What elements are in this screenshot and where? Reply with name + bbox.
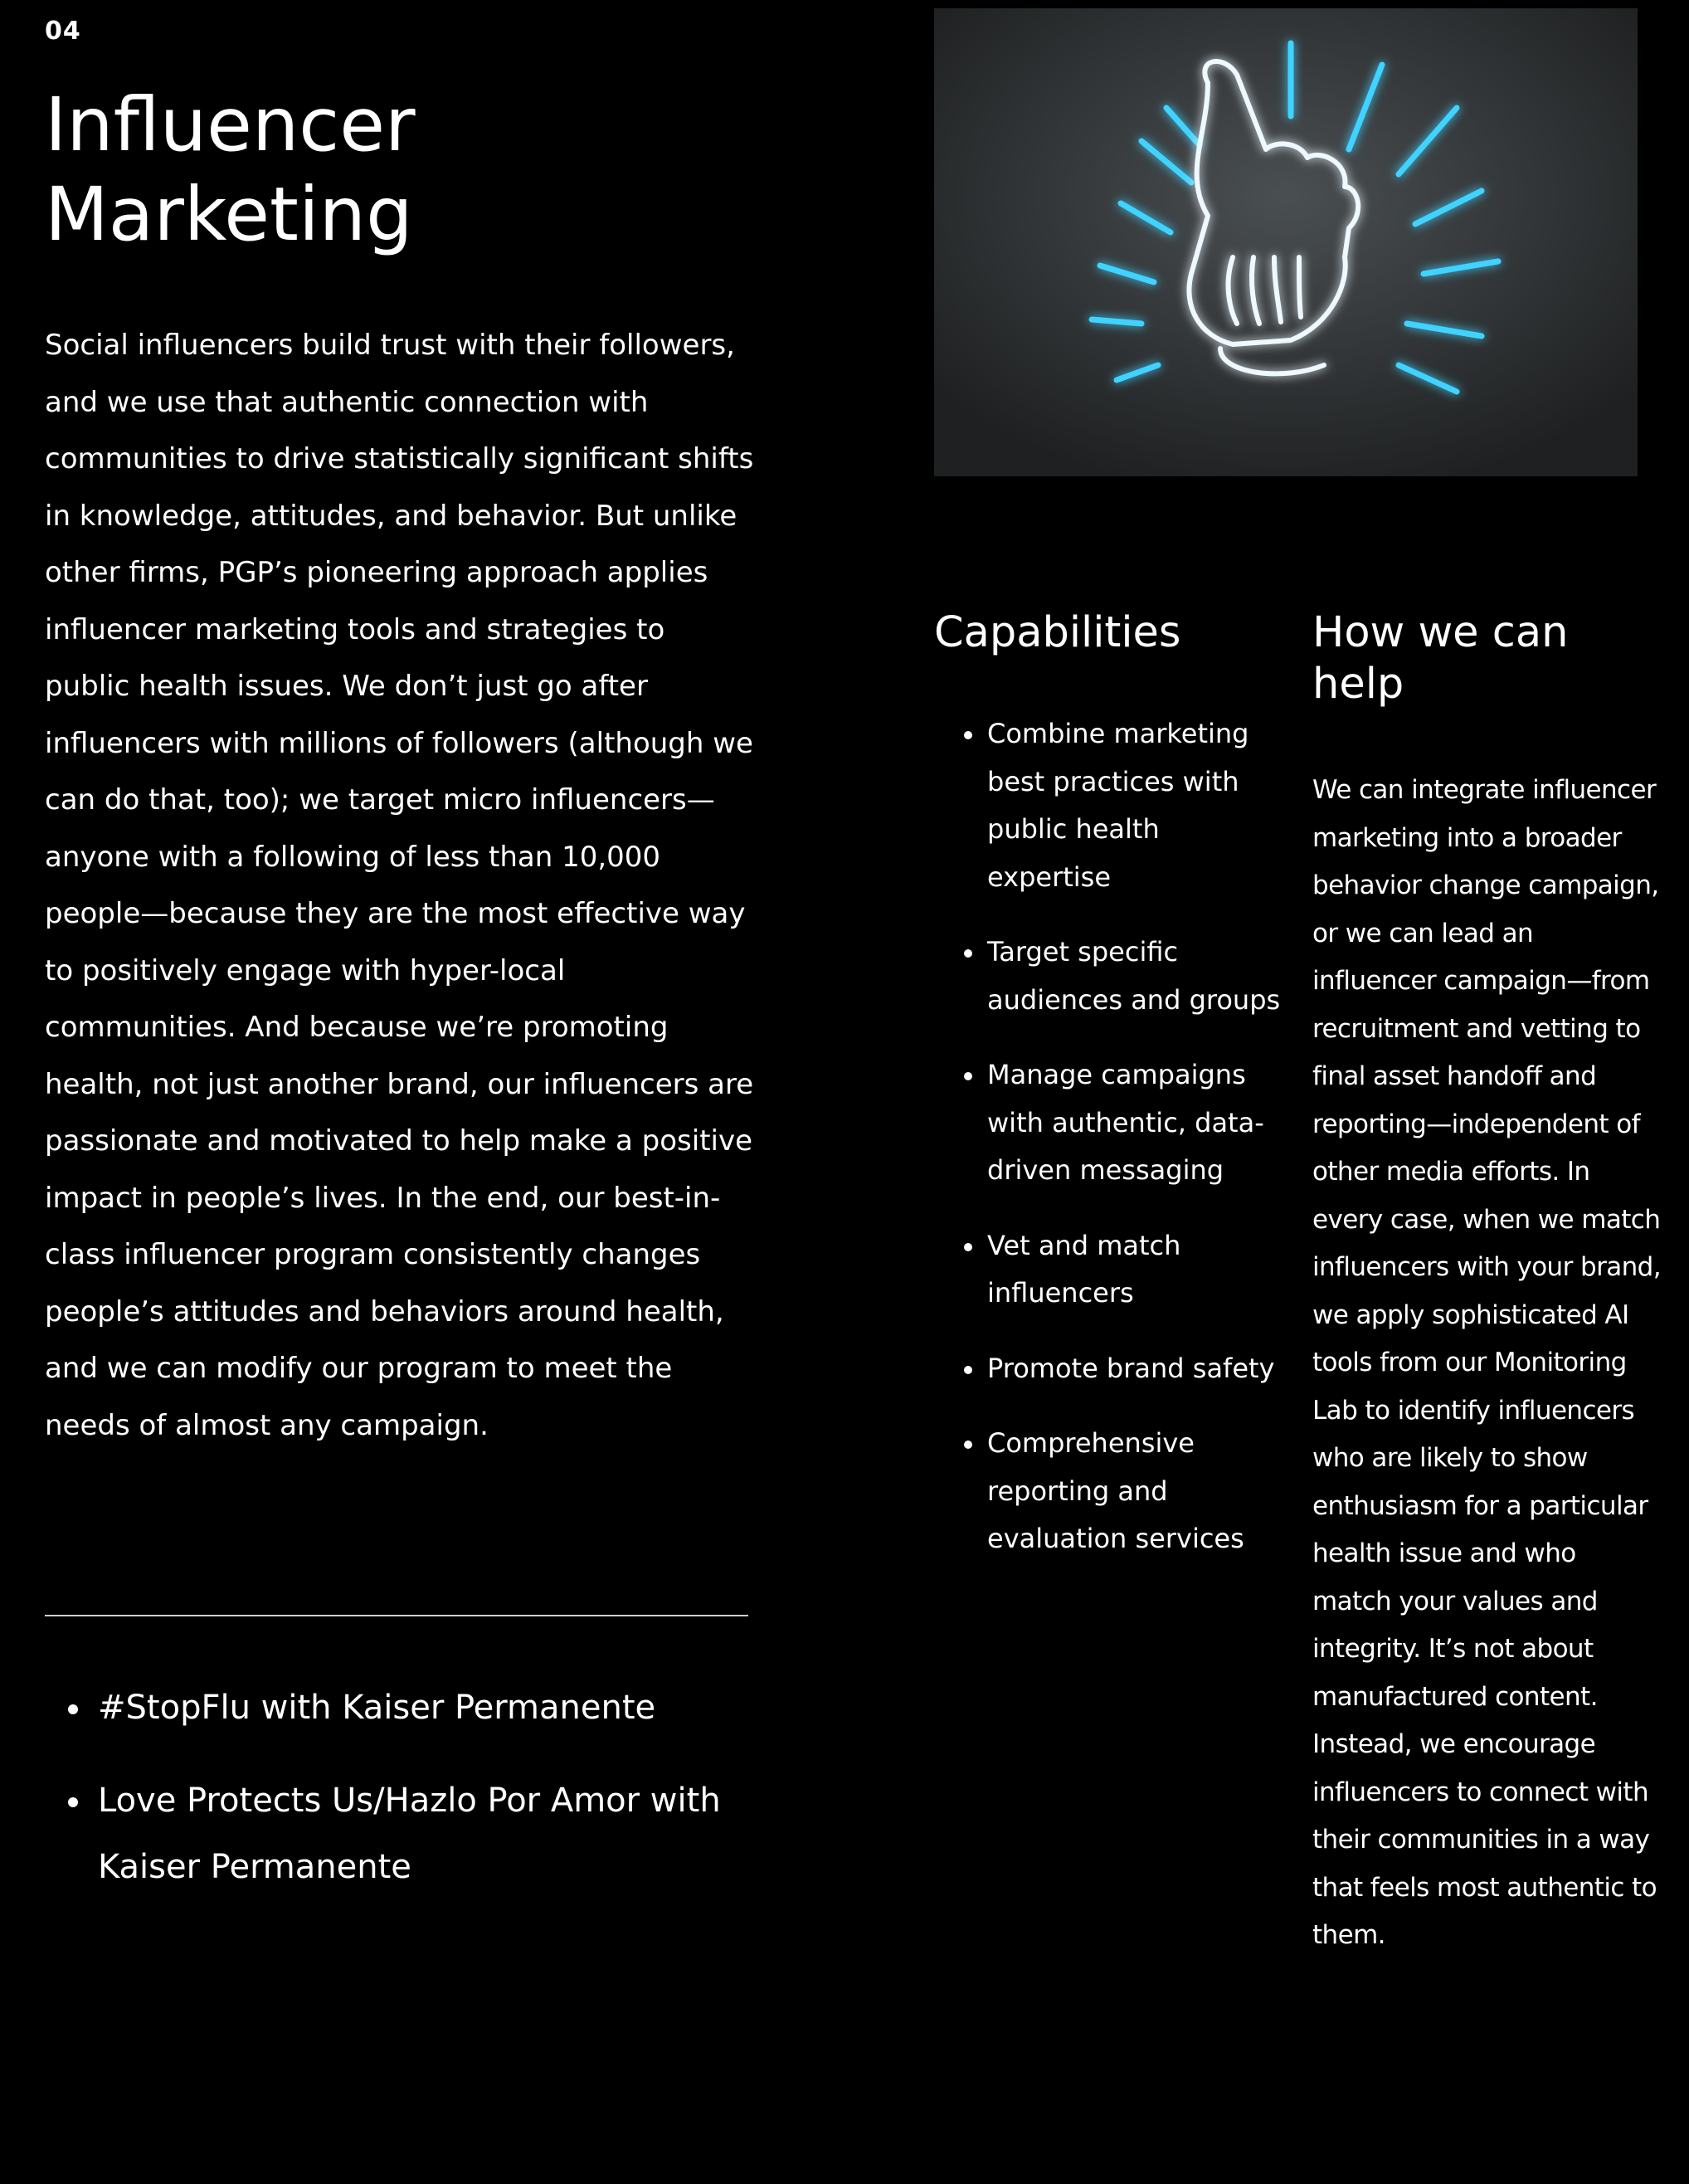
bullet-icon xyxy=(964,949,972,958)
project-label: #StopFlu with Kaiser Permanente xyxy=(98,1689,656,1727)
page-number: 04 xyxy=(45,17,81,46)
capability-item xyxy=(934,929,1283,1024)
project-list xyxy=(45,1675,758,1927)
bullet-icon xyxy=(68,1704,78,1714)
capability-label: Promote brand safety xyxy=(987,1352,1275,1384)
capability-item xyxy=(934,1420,1283,1563)
how-we-can-help-heading: How we can help xyxy=(1312,608,1569,709)
project-label: Love Protects Us/Hazlo Por Amor with Kaiser Permanente xyxy=(98,1782,721,1886)
capability-label: Combine marketing best practices with public health expertise xyxy=(987,718,1249,893)
capability-item xyxy=(934,1345,1283,1393)
capability-label: Manage campaigns with authentic, data-driven messaging xyxy=(987,1059,1264,1186)
page-title: Influencer Marketing xyxy=(45,81,416,257)
neon-hand-illustration xyxy=(934,8,1638,476)
capability-label: Vet and match influencers xyxy=(987,1229,1181,1309)
neon-hand-photo xyxy=(934,8,1638,476)
how-we-can-help-body: We can integrate influencer marketing into a broader behavior change campaign, or we can lead an influencer campaign—from recruitment and vetting to final asset handoff and reporting—independent of other media efforts. In every case, when we match influencers with your brand, we apply sophisticated AI tools from our Monitoring Lab to identify influencers who are likely to show enthusiasm for a particular health issue and who match your values and integrity. It’s not about manufactured content. Instead, we encourage influencers to connect with their communities in a way that feels most authentic to them. xyxy=(1312,775,1662,1950)
capability-item xyxy=(934,1222,1283,1318)
capability-item xyxy=(934,710,1283,901)
bullet-icon xyxy=(964,1366,972,1374)
bullet-icon xyxy=(964,1243,972,1251)
intro-paragraph: Social influencers build trust with their followers, and we use that authentic connection with communities to drive statistically significant shifts in knowledge, attitudes, and behavior. But unlike other firms, PGP’s pioneering approach applies influencer marketing tools and strategies to public health issues. We don’t just go after influencers with millions of followers (although we can do that, too); we target micro influencers—anyone with a following of less than 10,000 people—because they are the most effective way to positively engage with hyper-local communities. And because we’re promoting health, not just another brand, our influencers are passionate and motivated to help make a positive impact in people’s lives. In the end, our best-in-class influencer program consistently changes people’s attitudes and behaviors around health, and we can modify our program to meet the needs of almost any campaign. xyxy=(45,329,754,1442)
project-item xyxy=(45,1767,758,1900)
bullet-icon xyxy=(68,1797,78,1807)
bullet-icon xyxy=(964,1441,972,1449)
capabilities-list xyxy=(934,710,1283,1591)
capability-item xyxy=(934,1051,1283,1195)
project-item xyxy=(45,1675,758,1741)
bullet-icon xyxy=(964,1072,972,1080)
bullet-icon xyxy=(964,731,972,739)
capabilities-heading: Capabilities xyxy=(934,608,1181,657)
section-divider xyxy=(45,1615,748,1616)
capability-label: Comprehensive reporting and evaluation services xyxy=(987,1427,1244,1554)
capability-label: Target specific audiences and groups xyxy=(987,936,1281,1016)
